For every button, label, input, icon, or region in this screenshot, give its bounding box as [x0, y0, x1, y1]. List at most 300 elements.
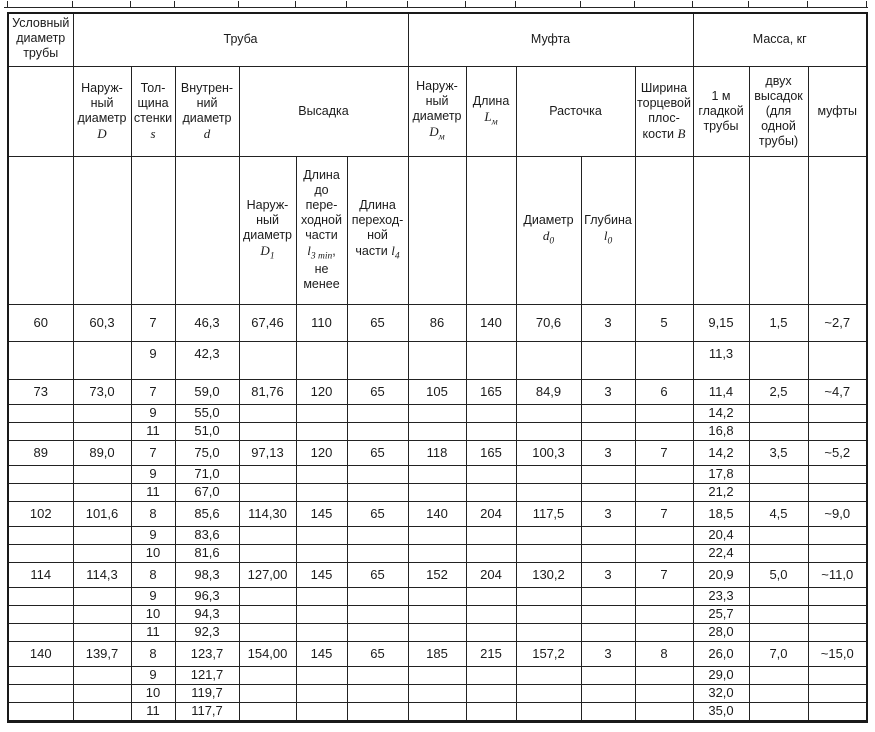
table-cell: 139,7 — [73, 641, 131, 666]
table-cell: 28,0 — [693, 623, 749, 641]
table-cell — [8, 526, 73, 544]
table-cell — [347, 544, 408, 562]
table-cell: 17,8 — [693, 465, 749, 483]
table-cell — [408, 404, 466, 422]
table-cell: 20,4 — [693, 526, 749, 544]
table-cell: 65 — [347, 440, 408, 465]
table-cell — [808, 623, 867, 641]
table-cell — [296, 422, 347, 440]
table-cell: 204 — [466, 562, 516, 587]
table-cell: 7 — [131, 379, 175, 404]
table-cell — [581, 483, 635, 501]
table-cell — [73, 465, 131, 483]
table-cell — [73, 341, 131, 379]
table-cell — [73, 623, 131, 641]
header-empty-cell — [8, 66, 73, 156]
table-cell: 215 — [466, 641, 516, 666]
table-cell: 59,0 — [175, 379, 239, 404]
table-cell: 65 — [347, 562, 408, 587]
table-cell: 23,3 — [693, 587, 749, 605]
table-row — [8, 587, 867, 605]
table-cell — [347, 666, 408, 684]
ruler-tick — [748, 1, 749, 7]
top-ruler — [4, 0, 868, 8]
table-cell: 157,2 — [516, 641, 581, 666]
table-cell: 5,0 — [749, 562, 808, 587]
table-cell — [239, 623, 296, 641]
table-cell — [347, 404, 408, 422]
table-row — [8, 422, 867, 440]
table-cell: 9 — [131, 404, 175, 422]
table-row — [8, 465, 867, 483]
ruler-tick — [7, 1, 8, 7]
header-group-upset: Высадка — [239, 66, 408, 156]
header-group-pipe: Труба — [73, 13, 408, 66]
table-cell: 16,8 — [693, 422, 749, 440]
table-cell — [73, 702, 131, 721]
header-wall-thickness: Тол- щина стенки s — [131, 66, 175, 156]
table-cell — [749, 587, 808, 605]
table-cell: 7 — [131, 304, 175, 341]
table-cell: 102 — [8, 501, 73, 526]
table-cell: 145 — [296, 501, 347, 526]
table-cell: 120 — [296, 379, 347, 404]
table-cell — [408, 587, 466, 605]
table-cell: 3 — [581, 304, 635, 341]
table-cell: 83,6 — [175, 526, 239, 544]
table-cell — [8, 483, 73, 501]
table-cell: 92,3 — [175, 623, 239, 641]
table-cell — [516, 544, 581, 562]
table-cell: 3 — [581, 641, 635, 666]
table-cell: 9 — [131, 341, 175, 379]
table-cell — [347, 684, 408, 702]
table-cell: 70,6 — [516, 304, 581, 341]
header-empty-cell — [466, 156, 516, 304]
table-cell — [466, 666, 516, 684]
ruler-tick — [465, 1, 466, 7]
table-cell: 55,0 — [175, 404, 239, 422]
table-cell — [749, 666, 808, 684]
table-cell — [466, 483, 516, 501]
table-cell: 7 — [635, 501, 693, 526]
table-cell — [466, 684, 516, 702]
table-cell — [8, 465, 73, 483]
table-cell — [749, 404, 808, 422]
ruler-tick — [407, 1, 408, 7]
table-cell — [808, 483, 867, 501]
table-cell: 86 — [408, 304, 466, 341]
header-empty-cell — [808, 156, 867, 304]
table-cell: 22,4 — [693, 544, 749, 562]
table-cell — [8, 702, 73, 721]
table-cell: 73 — [8, 379, 73, 404]
header-empty-cell — [8, 156, 73, 304]
table-cell — [516, 526, 581, 544]
ruler-tick — [580, 1, 581, 7]
header-inner-diameter: Внутрен- ний диаметр d — [175, 66, 239, 156]
table-row — [8, 526, 867, 544]
table-cell — [516, 666, 581, 684]
table-cell: 84,9 — [516, 379, 581, 404]
table-cell — [239, 404, 296, 422]
table-cell: 20,9 — [693, 562, 749, 587]
table-cell: 101,6 — [73, 501, 131, 526]
table-cell: 10 — [131, 684, 175, 702]
table-cell — [808, 422, 867, 440]
table-cell: 65 — [347, 304, 408, 341]
table-cell — [581, 605, 635, 623]
table-cell — [581, 684, 635, 702]
table-cell — [808, 526, 867, 544]
table-cell: 11,3 — [693, 341, 749, 379]
table-cell: 9 — [131, 465, 175, 483]
table-cell — [466, 465, 516, 483]
table-cell — [635, 605, 693, 623]
table-cell — [808, 465, 867, 483]
table-cell: 89,0 — [73, 440, 131, 465]
table-cell — [635, 587, 693, 605]
table-cell — [73, 404, 131, 422]
table-cell — [8, 587, 73, 605]
table-cell: 46,3 — [175, 304, 239, 341]
table-cell — [8, 341, 73, 379]
table-cell: 185 — [408, 641, 466, 666]
table-cell: ~9,0 — [808, 501, 867, 526]
table-cell — [516, 684, 581, 702]
table-cell — [296, 483, 347, 501]
table-body — [8, 304, 867, 721]
table-cell — [347, 702, 408, 721]
table-cell — [749, 684, 808, 702]
header-mass-upsets: двух высадок (для одной трубы) — [749, 66, 808, 156]
table-cell — [749, 483, 808, 501]
table-cell: 11 — [131, 483, 175, 501]
table-cell: 3 — [581, 562, 635, 587]
table-row — [8, 341, 867, 379]
table-cell — [347, 623, 408, 641]
header-empty-cell — [73, 156, 131, 304]
table-cell — [516, 465, 581, 483]
table-cell: 6 — [635, 379, 693, 404]
table-cell — [296, 526, 347, 544]
table-cell: ~11,0 — [808, 562, 867, 587]
table-cell — [516, 341, 581, 379]
table-row — [8, 501, 867, 526]
table-cell — [8, 422, 73, 440]
ruler-tick — [515, 1, 516, 7]
table-cell: 14,2 — [693, 440, 749, 465]
table-cell: 10 — [131, 544, 175, 562]
table-cell — [581, 404, 635, 422]
table-cell — [581, 526, 635, 544]
table-cell: 10 — [131, 605, 175, 623]
table-row — [8, 641, 867, 666]
table-row — [8, 702, 867, 721]
table-cell: 117,5 — [516, 501, 581, 526]
header-outer-diameter: Наруж- ный диаметр D — [73, 66, 131, 156]
table-cell: 81,6 — [175, 544, 239, 562]
table-cell — [408, 422, 466, 440]
ruler-tick — [174, 1, 175, 7]
table-cell: 26,0 — [693, 641, 749, 666]
header-row-2 — [8, 66, 867, 156]
table-cell — [239, 605, 296, 623]
table-cell — [635, 544, 693, 562]
header-group-coupling: Муфта — [408, 13, 693, 66]
table-cell: 71,0 — [175, 465, 239, 483]
table-cell — [635, 422, 693, 440]
table-cell: 35,0 — [693, 702, 749, 721]
table-cell — [808, 605, 867, 623]
table-cell — [749, 605, 808, 623]
table-row — [8, 440, 867, 465]
table-cell — [239, 526, 296, 544]
ruler-tick — [72, 1, 73, 7]
table-cell — [466, 544, 516, 562]
header-nominal-diameter: Условный диаметр трубы — [8, 13, 73, 66]
table-cell: 73,0 — [73, 379, 131, 404]
table-cell: 8 — [131, 501, 175, 526]
table-cell: 11 — [131, 702, 175, 721]
table-cell: 42,3 — [175, 341, 239, 379]
table-cell — [749, 544, 808, 562]
table-cell — [581, 702, 635, 721]
header-boring-diameter: Диаметр $d_0$ — [516, 156, 581, 304]
table-cell: 204 — [466, 501, 516, 526]
table-cell — [8, 544, 73, 562]
table-cell — [239, 702, 296, 721]
pipe-coupling-dimensions-table — [7, 12, 868, 723]
table-cell: 120 — [296, 440, 347, 465]
table-cell — [635, 483, 693, 501]
table-cell — [408, 526, 466, 544]
table-cell: 100,3 — [516, 440, 581, 465]
table-cell — [296, 702, 347, 721]
table-cell: 127,00 — [239, 562, 296, 587]
header-empty-cell — [175, 156, 239, 304]
table-cell: 114,3 — [73, 562, 131, 587]
ruler-tick — [692, 1, 693, 7]
table-cell — [749, 623, 808, 641]
ruler-tick — [634, 1, 635, 7]
header-empty-cell — [131, 156, 175, 304]
table-cell — [296, 666, 347, 684]
table-cell — [347, 526, 408, 544]
table-cell: 11 — [131, 623, 175, 641]
table-cell: 114,30 — [239, 501, 296, 526]
table-cell — [749, 341, 808, 379]
table-cell — [296, 605, 347, 623]
table-cell — [8, 666, 73, 684]
table-cell: 105 — [408, 379, 466, 404]
table-cell: 11 — [131, 422, 175, 440]
table-cell — [635, 702, 693, 721]
table-cell — [73, 666, 131, 684]
header-boring-depth: Глубина $l_0$ — [581, 156, 635, 304]
table-row — [8, 404, 867, 422]
table-cell — [408, 465, 466, 483]
header-empty-cell — [749, 156, 808, 304]
header-coupling-outer-diameter: Наруж- ный диаметр $D_м$ — [408, 66, 466, 156]
table-cell — [73, 544, 131, 562]
header-empty-cell — [635, 156, 693, 304]
table-cell — [239, 465, 296, 483]
table-cell — [8, 684, 73, 702]
table-cell: 121,7 — [175, 666, 239, 684]
table-cell: 8 — [131, 562, 175, 587]
table-cell: 3 — [581, 440, 635, 465]
header-empty-cell — [693, 156, 749, 304]
table-cell — [808, 702, 867, 721]
table-cell — [408, 623, 466, 641]
table-cell: 130,2 — [516, 562, 581, 587]
table-cell: 7 — [635, 562, 693, 587]
table-cell — [347, 605, 408, 623]
table-cell — [581, 623, 635, 641]
table-row — [8, 544, 867, 562]
table-cell: 60 — [8, 304, 73, 341]
table-cell — [73, 684, 131, 702]
table-cell — [635, 623, 693, 641]
header-upset-trans-length: Длина переход- ной части $l_4$ — [347, 156, 408, 304]
table-cell — [749, 526, 808, 544]
table-cell: 1,5 — [749, 304, 808, 341]
table-cell — [749, 422, 808, 440]
table-cell — [749, 465, 808, 483]
table-row — [8, 684, 867, 702]
table-cell — [73, 422, 131, 440]
table-cell — [73, 526, 131, 544]
table-cell — [8, 404, 73, 422]
table-cell — [239, 666, 296, 684]
table-cell: 96,3 — [175, 587, 239, 605]
table-row — [8, 483, 867, 501]
table-cell — [808, 404, 867, 422]
table-cell — [347, 422, 408, 440]
header-row-3 — [8, 156, 867, 304]
table-row — [8, 605, 867, 623]
table-row — [8, 623, 867, 641]
table-cell — [516, 623, 581, 641]
header-mass-1m: 1 м гладкой трубы — [693, 66, 749, 156]
table-cell: 119,7 — [175, 684, 239, 702]
table-cell: 5 — [635, 304, 693, 341]
table-cell — [466, 404, 516, 422]
header-row-1 — [8, 13, 867, 66]
table-cell — [8, 623, 73, 641]
table-cell — [635, 684, 693, 702]
table-row — [8, 666, 867, 684]
table-cell: 9 — [131, 587, 175, 605]
table-cell — [581, 666, 635, 684]
table-cell: ~15,0 — [808, 641, 867, 666]
table-cell: 7 — [131, 440, 175, 465]
table-cell: 60,3 — [73, 304, 131, 341]
table-cell — [749, 702, 808, 721]
table-cell — [296, 623, 347, 641]
table-cell: 152 — [408, 562, 466, 587]
table-cell — [408, 605, 466, 623]
table-cell — [239, 341, 296, 379]
table-row — [8, 562, 867, 587]
table-cell — [347, 341, 408, 379]
table-cell: 65 — [347, 641, 408, 666]
table-cell — [408, 483, 466, 501]
table-cell — [296, 684, 347, 702]
table-cell — [408, 341, 466, 379]
table-cell — [808, 666, 867, 684]
table-cell — [516, 587, 581, 605]
table-cell: 154,00 — [239, 641, 296, 666]
table-cell — [516, 702, 581, 721]
table-cell: 18,5 — [693, 501, 749, 526]
table-cell: 9 — [131, 666, 175, 684]
table-cell: ~4,7 — [808, 379, 867, 404]
table-cell: 67,46 — [239, 304, 296, 341]
ruler-tick — [866, 1, 867, 7]
table-cell — [408, 666, 466, 684]
table-cell — [296, 404, 347, 422]
table-cell: 3,5 — [749, 440, 808, 465]
ruler-tick — [807, 1, 808, 7]
table-cell — [581, 465, 635, 483]
table-cell: 7 — [635, 440, 693, 465]
table-cell — [347, 587, 408, 605]
table-cell: 89 — [8, 440, 73, 465]
table-cell: 85,6 — [175, 501, 239, 526]
table-cell — [516, 422, 581, 440]
table-cell: ~5,2 — [808, 440, 867, 465]
table-cell: 3 — [581, 501, 635, 526]
table-cell — [408, 544, 466, 562]
table-cell: 94,3 — [175, 605, 239, 623]
table-cell — [239, 587, 296, 605]
table-cell: 81,76 — [239, 379, 296, 404]
table-cell: 114 — [8, 562, 73, 587]
table-cell — [239, 422, 296, 440]
table-cell — [73, 587, 131, 605]
table-cell — [466, 605, 516, 623]
table-cell — [296, 587, 347, 605]
table-cell: 8 — [635, 641, 693, 666]
table-cell — [581, 587, 635, 605]
table-cell — [408, 702, 466, 721]
table-cell: 11,4 — [693, 379, 749, 404]
header-coupling-length: Длина $L_м$ — [466, 66, 516, 156]
table-cell — [581, 422, 635, 440]
header-mass-coupling: муфты — [808, 66, 867, 156]
table-cell: 9,15 — [693, 304, 749, 341]
table-cell: 8 — [131, 641, 175, 666]
table-cell: 65 — [347, 379, 408, 404]
table-cell — [466, 702, 516, 721]
table-cell — [808, 587, 867, 605]
table-cell — [296, 544, 347, 562]
table-row — [8, 379, 867, 404]
table-cell: 123,7 — [175, 641, 239, 666]
table-cell — [73, 605, 131, 623]
header-upset-outer-diameter: Наруж- ный диаметр $D_1$ — [239, 156, 296, 304]
table-cell: 65 — [347, 501, 408, 526]
table-cell — [516, 404, 581, 422]
table-cell: 4,5 — [749, 501, 808, 526]
table-cell — [635, 404, 693, 422]
ruler-tick — [238, 1, 239, 7]
table-cell — [466, 341, 516, 379]
table-cell: 21,2 — [693, 483, 749, 501]
table-cell: 98,3 — [175, 562, 239, 587]
